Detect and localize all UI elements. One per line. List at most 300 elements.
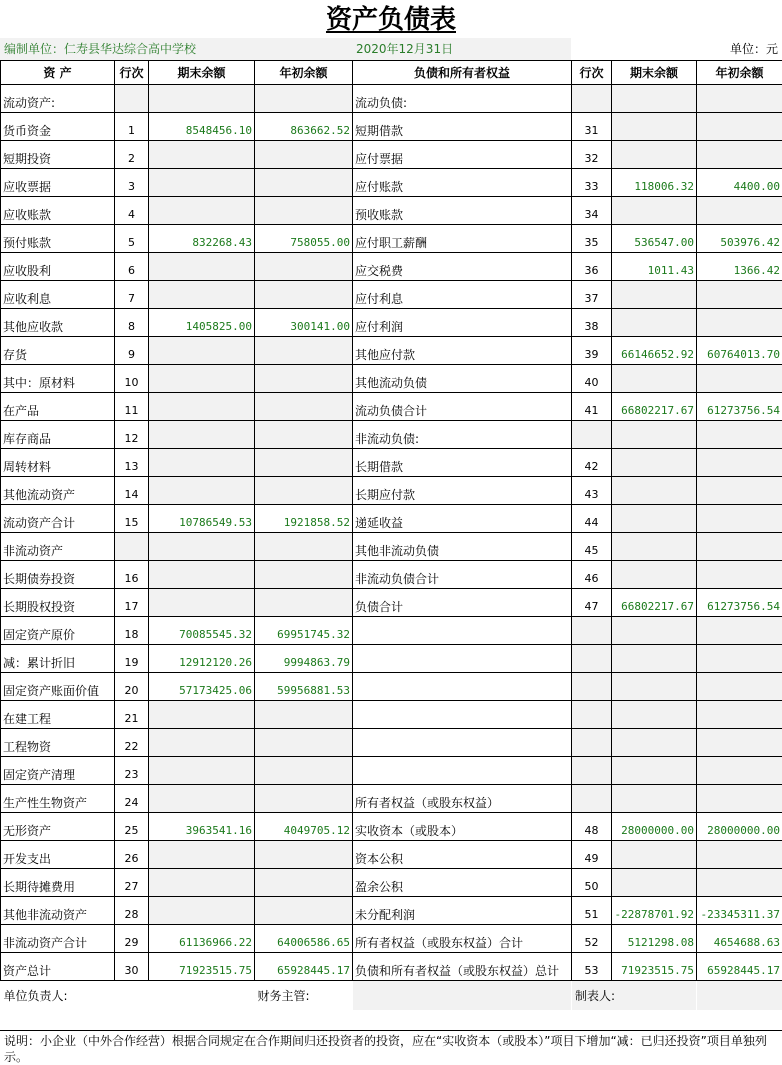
signature-row bbox=[1, 981, 782, 1011]
asset-line-no: 14 bbox=[115, 477, 149, 505]
liability-item bbox=[353, 757, 572, 785]
unit-head-blank bbox=[149, 981, 255, 1011]
finance-head-label: 财务主管: bbox=[255, 981, 353, 1011]
liability-line-no: 41 bbox=[572, 393, 612, 421]
liability-begin-balance: 61273756.54 bbox=[697, 393, 782, 421]
asset-begin-balance: 4049705.12 bbox=[255, 813, 353, 841]
liability-begin-balance bbox=[697, 197, 782, 225]
asset-item: 流动资产合计 bbox=[1, 505, 115, 533]
asset-line-no: 19 bbox=[115, 645, 149, 673]
liability-begin-balance bbox=[697, 729, 782, 757]
liability-line-no bbox=[572, 645, 612, 673]
asset-item: 周转材料 bbox=[1, 449, 115, 477]
asset-item: 应收票据 bbox=[1, 169, 115, 197]
asset-end-balance bbox=[149, 421, 255, 449]
liability-line-no: 32 bbox=[572, 141, 612, 169]
asset-end-balance: 12912120.26 bbox=[149, 645, 255, 673]
asset-begin-balance bbox=[255, 589, 353, 617]
asset-end-balance: 832268.43 bbox=[149, 225, 255, 253]
liability-line-no bbox=[572, 757, 612, 785]
table-row bbox=[1, 841, 782, 869]
col-header-begin-balance-2: 年初余额 bbox=[697, 61, 782, 85]
asset-item: 工程物资 bbox=[1, 729, 115, 757]
liability-begin-balance bbox=[697, 113, 782, 141]
liability-item: 实收资本（或股本） bbox=[353, 813, 572, 841]
asset-line-no: 24 bbox=[115, 785, 149, 813]
asset-begin-balance bbox=[255, 897, 353, 925]
asset-end-balance: 70085545.32 bbox=[149, 617, 255, 645]
liability-line-no: 42 bbox=[572, 449, 612, 477]
asset-begin-balance: 9994863.79 bbox=[255, 645, 353, 673]
table-row bbox=[1, 197, 782, 225]
liability-line-no: 47 bbox=[572, 589, 612, 617]
asset-item: 存货 bbox=[1, 337, 115, 365]
table-row bbox=[1, 925, 782, 953]
asset-line-no: 7 bbox=[115, 281, 149, 309]
liability-end-balance bbox=[612, 197, 697, 225]
asset-begin-balance: 863662.52 bbox=[255, 113, 353, 141]
liability-begin-balance bbox=[697, 617, 782, 645]
asset-line-no: 8 bbox=[115, 309, 149, 337]
liability-line-no: 38 bbox=[572, 309, 612, 337]
asset-item: 其他非流动资产 bbox=[1, 897, 115, 925]
asset-item: 预付账款 bbox=[1, 225, 115, 253]
liability-item: 所有者权益（或股东权益） bbox=[353, 785, 572, 813]
liability-line-no bbox=[572, 421, 612, 449]
asset-line-no: 11 bbox=[115, 393, 149, 421]
asset-end-balance: 1405825.00 bbox=[149, 309, 255, 337]
asset-end-balance: 71923515.75 bbox=[149, 953, 255, 981]
col-header-begin-balance: 年初余额 bbox=[255, 61, 353, 85]
liability-begin-balance: 4400.00 bbox=[697, 169, 782, 197]
table-row bbox=[1, 505, 782, 533]
asset-begin-balance bbox=[255, 869, 353, 897]
asset-line-no: 1 bbox=[115, 113, 149, 141]
asset-begin-balance bbox=[255, 365, 353, 393]
asset-end-balance bbox=[149, 785, 255, 813]
currency-unit: 单位：元 bbox=[571, 38, 782, 60]
liability-begin-balance bbox=[697, 477, 782, 505]
asset-item: 生产性生物资产 bbox=[1, 785, 115, 813]
liability-line-no bbox=[572, 701, 612, 729]
asset-line-no: 2 bbox=[115, 141, 149, 169]
liability-end-balance bbox=[612, 757, 697, 785]
liability-end-balance bbox=[612, 785, 697, 813]
asset-item: 其中：原材料 bbox=[1, 365, 115, 393]
liability-end-balance: 536547.00 bbox=[612, 225, 697, 253]
asset-item: 资产总计 bbox=[1, 953, 115, 981]
asset-end-balance bbox=[149, 701, 255, 729]
asset-begin-balance bbox=[255, 701, 353, 729]
asset-line-no: 30 bbox=[115, 953, 149, 981]
asset-line-no: 18 bbox=[115, 617, 149, 645]
table-row bbox=[1, 169, 782, 197]
liability-item: 短期借款 bbox=[353, 113, 572, 141]
table-row bbox=[1, 645, 782, 673]
liability-begin-balance bbox=[697, 645, 782, 673]
asset-end-balance: 61136966.22 bbox=[149, 925, 255, 953]
table-row bbox=[1, 253, 782, 281]
liability-item: 预收账款 bbox=[353, 197, 572, 225]
liability-end-balance bbox=[612, 645, 697, 673]
table-row bbox=[1, 337, 782, 365]
liability-item: 其他应付款 bbox=[353, 337, 572, 365]
report-title: 资产负债表 bbox=[0, 0, 782, 38]
asset-begin-balance bbox=[255, 785, 353, 813]
asset-begin-balance: 69951745.32 bbox=[255, 617, 353, 645]
table-row bbox=[1, 953, 782, 981]
liability-end-balance: 5121298.08 bbox=[612, 925, 697, 953]
table-row bbox=[1, 701, 782, 729]
table-row bbox=[1, 281, 782, 309]
col-header-line: 行次 bbox=[115, 61, 149, 85]
liability-begin-balance: 61273756.54 bbox=[697, 589, 782, 617]
asset-line-no: 29 bbox=[115, 925, 149, 953]
col-header-line-2: 行次 bbox=[572, 61, 612, 85]
asset-end-balance bbox=[149, 169, 255, 197]
asset-begin-balance bbox=[255, 141, 353, 169]
report-date: 2020年12月31日 bbox=[353, 38, 571, 60]
asset-item: 长期债券投资 bbox=[1, 561, 115, 589]
asset-begin-balance bbox=[255, 757, 353, 785]
table-row bbox=[1, 477, 782, 505]
liability-end-balance: 28000000.00 bbox=[612, 813, 697, 841]
liability-begin-balance: 60764013.70 bbox=[697, 337, 782, 365]
asset-end-balance bbox=[149, 561, 255, 589]
asset-line-no: 28 bbox=[115, 897, 149, 925]
liability-item: 应交税费 bbox=[353, 253, 572, 281]
liability-item bbox=[353, 729, 572, 757]
asset-line-no: 26 bbox=[115, 841, 149, 869]
table-row bbox=[1, 365, 782, 393]
asset-item: 流动资产: bbox=[1, 85, 115, 113]
liability-begin-balance bbox=[697, 281, 782, 309]
asset-item: 固定资产账面价值 bbox=[1, 673, 115, 701]
liability-end-balance bbox=[612, 841, 697, 869]
asset-begin-balance: 65928445.17 bbox=[255, 953, 353, 981]
table-row bbox=[1, 533, 782, 561]
liability-line-no bbox=[572, 729, 612, 757]
asset-item: 非流动资产 bbox=[1, 533, 115, 561]
liability-line-no: 40 bbox=[572, 365, 612, 393]
asset-item: 库存商品 bbox=[1, 421, 115, 449]
liability-begin-balance bbox=[697, 85, 782, 113]
asset-end-balance: 8548456.10 bbox=[149, 113, 255, 141]
table-row bbox=[1, 421, 782, 449]
liability-end-balance bbox=[612, 141, 697, 169]
table-row bbox=[1, 897, 782, 925]
asset-end-balance bbox=[149, 869, 255, 897]
liability-end-balance: 66802217.67 bbox=[612, 589, 697, 617]
liability-line-no: 45 bbox=[572, 533, 612, 561]
liability-item: 应付利息 bbox=[353, 281, 572, 309]
asset-end-balance bbox=[149, 365, 255, 393]
liability-end-balance bbox=[612, 869, 697, 897]
liability-end-balance: 66146652.92 bbox=[612, 337, 697, 365]
asset-line-no: 10 bbox=[115, 365, 149, 393]
liability-line-no: 37 bbox=[572, 281, 612, 309]
liability-begin-balance bbox=[697, 701, 782, 729]
asset-line-no: 6 bbox=[115, 253, 149, 281]
asset-end-balance: 57173425.06 bbox=[149, 673, 255, 701]
asset-begin-balance bbox=[255, 253, 353, 281]
liability-item: 长期应付款 bbox=[353, 477, 572, 505]
finance-head-blank bbox=[353, 981, 572, 1011]
liability-begin-balance bbox=[697, 561, 782, 589]
preparing-unit: 编制单位：仁寿县华达综合高中学校 bbox=[0, 38, 352, 60]
liability-line-no: 49 bbox=[572, 841, 612, 869]
liability-end-balance bbox=[612, 505, 697, 533]
liability-item: 其他流动负债 bbox=[353, 365, 572, 393]
asset-end-balance bbox=[149, 533, 255, 561]
asset-item: 在建工程 bbox=[1, 701, 115, 729]
header-row bbox=[1, 61, 782, 85]
asset-end-balance bbox=[149, 281, 255, 309]
asset-line-no: 4 bbox=[115, 197, 149, 225]
liability-line-no: 39 bbox=[572, 337, 612, 365]
liability-end-balance: 71923515.75 bbox=[612, 953, 697, 981]
liability-end-balance bbox=[612, 449, 697, 477]
liability-line-no: 46 bbox=[572, 561, 612, 589]
asset-begin-balance bbox=[255, 393, 353, 421]
table-maker-blank bbox=[697, 981, 782, 1011]
table-row bbox=[1, 813, 782, 841]
table-row bbox=[1, 617, 782, 645]
liability-item: 应付职工薪酬 bbox=[353, 225, 572, 253]
liability-begin-balance bbox=[697, 309, 782, 337]
table-row bbox=[1, 225, 782, 253]
liability-line-no: 34 bbox=[572, 197, 612, 225]
asset-end-balance bbox=[149, 897, 255, 925]
liability-end-balance bbox=[612, 729, 697, 757]
table-row bbox=[1, 85, 782, 113]
asset-begin-balance bbox=[255, 477, 353, 505]
liability-item bbox=[353, 701, 572, 729]
asset-item: 减：累计折旧 bbox=[1, 645, 115, 673]
asset-begin-balance bbox=[255, 85, 353, 113]
liability-begin-balance bbox=[697, 869, 782, 897]
liability-line-no: 35 bbox=[572, 225, 612, 253]
asset-begin-balance: 64006586.65 bbox=[255, 925, 353, 953]
liability-item: 负债合计 bbox=[353, 589, 572, 617]
asset-begin-balance bbox=[255, 421, 353, 449]
asset-line-no: 20 bbox=[115, 673, 149, 701]
asset-begin-balance: 59956881.53 bbox=[255, 673, 353, 701]
liability-end-balance bbox=[612, 533, 697, 561]
liability-item: 未分配利润 bbox=[353, 897, 572, 925]
asset-begin-balance bbox=[255, 729, 353, 757]
liability-item: 其他非流动负债 bbox=[353, 533, 572, 561]
liability-begin-balance: 4654688.63 bbox=[697, 925, 782, 953]
asset-begin-balance bbox=[255, 561, 353, 589]
liability-begin-balance bbox=[697, 141, 782, 169]
liability-begin-balance bbox=[697, 757, 782, 785]
asset-begin-balance: 1921858.52 bbox=[255, 505, 353, 533]
liability-item: 递延收益 bbox=[353, 505, 572, 533]
asset-line-no: 27 bbox=[115, 869, 149, 897]
liability-end-balance bbox=[612, 281, 697, 309]
asset-line-no: 25 bbox=[115, 813, 149, 841]
liability-begin-balance bbox=[697, 673, 782, 701]
asset-end-balance bbox=[149, 393, 255, 421]
liability-item: 应付利润 bbox=[353, 309, 572, 337]
asset-line-no bbox=[115, 85, 149, 113]
asset-item: 开发支出 bbox=[1, 841, 115, 869]
liability-line-no: 44 bbox=[572, 505, 612, 533]
asset-line-no: 13 bbox=[115, 449, 149, 477]
liability-begin-balance: 503976.42 bbox=[697, 225, 782, 253]
asset-line-no: 5 bbox=[115, 225, 149, 253]
liability-line-no bbox=[572, 785, 612, 813]
asset-item: 短期投资 bbox=[1, 141, 115, 169]
asset-item: 非流动资产合计 bbox=[1, 925, 115, 953]
liability-end-balance bbox=[612, 561, 697, 589]
liability-item: 资本公积 bbox=[353, 841, 572, 869]
asset-line-no: 3 bbox=[115, 169, 149, 197]
table-row bbox=[1, 729, 782, 757]
asset-line-no: 9 bbox=[115, 337, 149, 365]
asset-begin-balance bbox=[255, 197, 353, 225]
asset-item: 应收账款 bbox=[1, 197, 115, 225]
asset-line-no: 17 bbox=[115, 589, 149, 617]
footnote: 说明：小企业（中外合作经营）根据合同规定在合作期间归还投资者的投资，应在“实收资本（或股本）”项目下增加“减：已归还投资”项目单独列示。 bbox=[0, 1030, 782, 1064]
asset-line-no bbox=[115, 533, 149, 561]
asset-line-no: 12 bbox=[115, 421, 149, 449]
liability-line-no bbox=[572, 617, 612, 645]
asset-end-balance bbox=[149, 197, 255, 225]
liability-begin-balance bbox=[697, 533, 782, 561]
liability-end-balance: -22878701.92 bbox=[612, 897, 697, 925]
liability-end-balance bbox=[612, 617, 697, 645]
asset-line-no: 22 bbox=[115, 729, 149, 757]
liability-line-no bbox=[572, 673, 612, 701]
asset-end-balance bbox=[149, 589, 255, 617]
asset-end-balance: 3963541.16 bbox=[149, 813, 255, 841]
table-row bbox=[1, 393, 782, 421]
asset-line-no: 15 bbox=[115, 505, 149, 533]
liability-item: 流动负债合计 bbox=[353, 393, 572, 421]
asset-begin-balance: 300141.00 bbox=[255, 309, 353, 337]
liability-begin-balance bbox=[697, 841, 782, 869]
unit-head-label: 单位负责人: bbox=[1, 981, 149, 1011]
col-header-asset: 资 产 bbox=[1, 61, 115, 85]
asset-end-balance: 10786549.53 bbox=[149, 505, 255, 533]
asset-end-balance bbox=[149, 337, 255, 365]
liability-item bbox=[353, 617, 572, 645]
liability-item: 流动负债: bbox=[353, 85, 572, 113]
asset-end-balance bbox=[149, 477, 255, 505]
asset-end-balance bbox=[149, 841, 255, 869]
liability-begin-balance bbox=[697, 505, 782, 533]
liability-begin-balance bbox=[697, 785, 782, 813]
asset-item: 其他应收款 bbox=[1, 309, 115, 337]
asset-begin-balance bbox=[255, 169, 353, 197]
asset-end-balance bbox=[149, 449, 255, 477]
liability-begin-balance bbox=[697, 449, 782, 477]
liability-end-balance bbox=[612, 477, 697, 505]
liability-end-balance: 66802217.67 bbox=[612, 393, 697, 421]
table-row bbox=[1, 757, 782, 785]
asset-line-no: 23 bbox=[115, 757, 149, 785]
col-header-end-balance-2: 期末余额 bbox=[612, 61, 697, 85]
balance-sheet-table bbox=[0, 60, 782, 1011]
liability-item bbox=[353, 673, 572, 701]
table-row bbox=[1, 869, 782, 897]
liability-line-no: 50 bbox=[572, 869, 612, 897]
asset-item: 其他流动资产 bbox=[1, 477, 115, 505]
table-row bbox=[1, 309, 782, 337]
asset-end-balance bbox=[149, 85, 255, 113]
liability-end-balance bbox=[612, 365, 697, 393]
liability-end-balance: 118006.32 bbox=[612, 169, 697, 197]
table-row bbox=[1, 673, 782, 701]
liability-end-balance bbox=[612, 309, 697, 337]
liability-line-no: 31 bbox=[572, 113, 612, 141]
liability-item: 应付票据 bbox=[353, 141, 572, 169]
col-header-liabilities: 负债和所有者权益 bbox=[353, 61, 572, 85]
table-row bbox=[1, 785, 782, 813]
table-row bbox=[1, 449, 782, 477]
asset-end-balance bbox=[149, 141, 255, 169]
asset-end-balance bbox=[149, 253, 255, 281]
asset-begin-balance bbox=[255, 337, 353, 365]
asset-begin-balance bbox=[255, 281, 353, 309]
liability-begin-balance: 65928445.17 bbox=[697, 953, 782, 981]
table-row bbox=[1, 561, 782, 589]
liability-begin-balance bbox=[697, 365, 782, 393]
asset-item: 货币资金 bbox=[1, 113, 115, 141]
asset-begin-balance bbox=[255, 841, 353, 869]
asset-begin-balance: 758055.00 bbox=[255, 225, 353, 253]
table-maker-label: 制表人: bbox=[572, 981, 697, 1011]
liability-item: 负债和所有者权益（或股东权益）总计 bbox=[353, 953, 572, 981]
liability-item: 应付账款 bbox=[353, 169, 572, 197]
col-header-end-balance: 期末余额 bbox=[149, 61, 255, 85]
table-row bbox=[1, 589, 782, 617]
liability-line-no: 52 bbox=[572, 925, 612, 953]
asset-item: 应收股利 bbox=[1, 253, 115, 281]
asset-item: 无形资产 bbox=[1, 813, 115, 841]
asset-item: 固定资产原价 bbox=[1, 617, 115, 645]
asset-end-balance bbox=[149, 729, 255, 757]
liability-begin-balance bbox=[697, 421, 782, 449]
liability-end-balance bbox=[612, 701, 697, 729]
asset-item: 长期待摊费用 bbox=[1, 869, 115, 897]
liability-line-no: 51 bbox=[572, 897, 612, 925]
liability-line-no bbox=[572, 85, 612, 113]
asset-line-no: 21 bbox=[115, 701, 149, 729]
liability-item: 长期借款 bbox=[353, 449, 572, 477]
asset-begin-balance bbox=[255, 449, 353, 477]
liability-item bbox=[353, 645, 572, 673]
table-row bbox=[1, 141, 782, 169]
liability-end-balance bbox=[612, 113, 697, 141]
liability-end-balance bbox=[612, 421, 697, 449]
liability-line-no: 33 bbox=[572, 169, 612, 197]
asset-item: 在产品 bbox=[1, 393, 115, 421]
liability-item: 所有者权益（或股东权益）合计 bbox=[353, 925, 572, 953]
liability-begin-balance: 1366.42 bbox=[697, 253, 782, 281]
liability-end-balance bbox=[612, 673, 697, 701]
asset-item: 固定资产清理 bbox=[1, 757, 115, 785]
asset-item: 长期股权投资 bbox=[1, 589, 115, 617]
liability-line-no: 48 bbox=[572, 813, 612, 841]
liability-end-balance bbox=[612, 85, 697, 113]
liability-begin-balance: 28000000.00 bbox=[697, 813, 782, 841]
asset-begin-balance bbox=[255, 533, 353, 561]
liability-item: 非流动负债合计 bbox=[353, 561, 572, 589]
liability-line-no: 36 bbox=[572, 253, 612, 281]
